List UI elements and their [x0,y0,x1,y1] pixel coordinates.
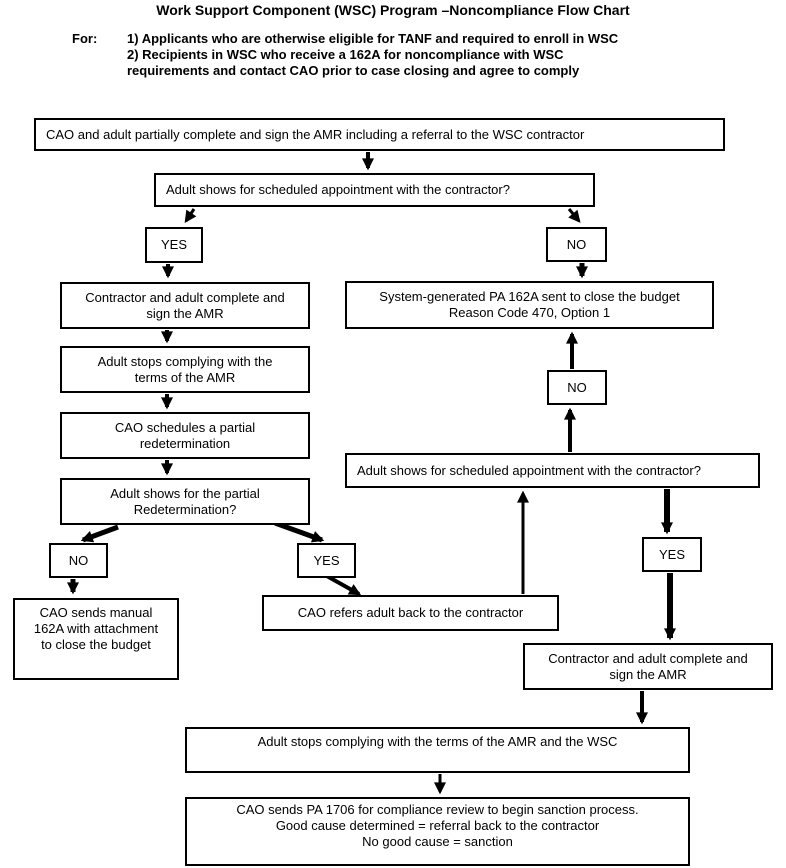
for-criteria-line: requirements and contact CAO prior to case closing and agree to comply [127,63,580,78]
node-text: Contractor and adult complete and [548,650,748,666]
node-text: YES [658,546,685,562]
page-title: Work Support Component (WSC) Program –Noncompliance Flow Chart [156,2,630,18]
node-no-3 [547,370,607,405]
node-yes-3 [642,537,702,572]
node-text: CAO sends PA 1706 for compliance review to begin sanction process. [236,802,639,817]
for-criteria-line: 2) Recipients in WSC who receive a 162A for noncompliance with WSC [127,47,564,62]
node-text: NO [566,236,587,252]
node-text: CAO and adult partially complete and sign the AMR including a referral to the WSC contractor [46,126,585,142]
node-yes-1 [145,227,203,263]
arrow-q1-to-no1 [569,209,579,221]
node-text: redetermination [139,435,231,451]
node-text: Adult shows for scheduled appointment with the contractor? [357,462,701,478]
node-cao-sends-pa1706 [185,797,690,866]
node-text: terms of the AMR [134,369,236,385]
arrow-qpartial-to-yes2 [275,523,322,540]
node-text: No good cause = sanction [362,834,513,849]
node-text: sign the AMR [609,666,687,682]
node-yes-2 [297,543,356,578]
node-text: 162A with attachment [33,621,159,636]
node-text: Redetermination? [133,501,237,517]
node-text: Adult shows for scheduled appointment with the contractor? [166,182,510,197]
node-text: YES [160,237,187,252]
node-text: sign the AMR [146,305,224,321]
node-adult-stops-complying-2 [185,727,690,773]
node-text: System-generated PA 162A sent to close the budget [379,289,680,304]
node-contractor-sign-amr-1 [60,282,310,329]
node-text: Contractor and adult complete and [85,289,285,305]
node-contractor-sign-amr-2 [523,643,773,690]
node-cao-schedules-redetermination [60,412,310,459]
node-cao-sends-manual-162a [13,598,179,680]
node-text: NO [68,552,89,568]
node-system-generated-162a [345,281,714,329]
arrow-q1-to-yes1 [186,209,194,221]
node-text: Reason Code 470, Option 1 [448,305,611,320]
node-text: to close the budget [41,637,151,652]
for-label: For: [72,31,98,46]
node-text: Adult stops complying with the [97,353,273,369]
node-no-2 [49,543,108,578]
node-text: CAO refers adult back to the contractor [297,605,524,620]
for-criteria-line: 1) Applicants who are otherwise eligible for TANF and required to enroll in WSC [127,31,619,46]
node-text: Adult shows for the partial [110,485,260,501]
node-question-appointment-1 [154,173,595,207]
node-cao-refers-adult-back [262,595,559,631]
node-text: YES [313,552,340,568]
node-start [34,118,725,151]
node-question-partial-redetermination [60,478,310,525]
node-question-appointment-2 [345,453,760,488]
node-no-1 [546,227,607,262]
node-text: CAO schedules a partial [114,419,256,435]
node-text: CAO sends manual [39,605,153,620]
arrow-qpartial-to-no2 [83,527,118,540]
node-text: Adult stops complying with the terms of the AMR and the WSC [257,734,618,749]
node-adult-stops-complying-1 [60,346,310,393]
node-text: Good cause determined = referral back to the contractor [275,818,600,833]
node-text: NO [567,379,587,395]
